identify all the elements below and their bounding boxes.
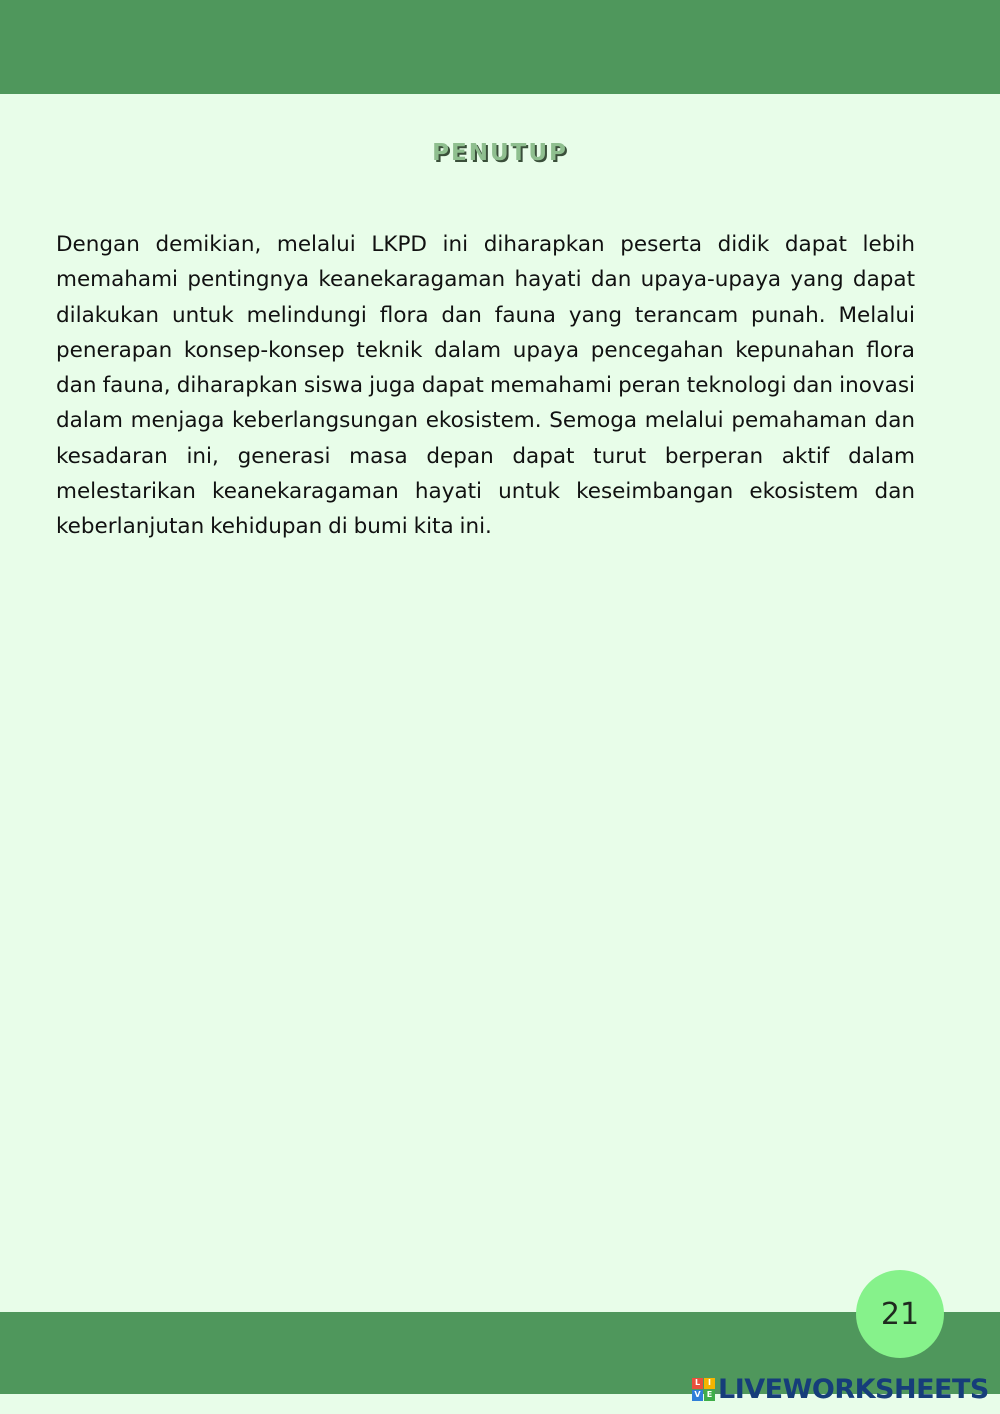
logo-letter-e: E — [704, 1390, 715, 1401]
page-title: PENUTUP — [432, 140, 568, 166]
header-band — [0, 0, 1000, 94]
logo-letter-i: I — [704, 1378, 715, 1389]
page-number-badge: 21 — [856, 1270, 944, 1358]
closing-paragraph: Dengan demikian, melalui LKPD ini diharapkan peserta didik dapat lebih memahami pentingnya keanekaragaman hayati dan upaya-upaya yang dapat dilakukan untuk melindungi flora dan fauna yang terancam punah. Melalui penerapan konsep-konsep teknik dalam upaya pencegahan kepunahan flora dan fauna, diharapkan siswa juga dapat memahami peran teknologi dan inovasi dalam menjaga keberlangsungan ekosistem. Semoga melalui pemahaman dan kesadaran ini, generasi masa depan dapat turut berperan aktif dalam melestarikan keanekaragaman hayati untuk keseimbangan ekosistem dan keberlanjutan kehidupan di bumi kita ini. — [56, 232, 915, 540]
logo-letter-l: L — [692, 1378, 703, 1389]
logo-letter-v: V — [692, 1390, 703, 1401]
liveworksheets-watermark[interactable] — [692, 1373, 989, 1405]
brand-name: LIVEWORKSHEETS — [718, 1373, 989, 1405]
liveworksheets-logo-icon — [692, 1378, 715, 1401]
